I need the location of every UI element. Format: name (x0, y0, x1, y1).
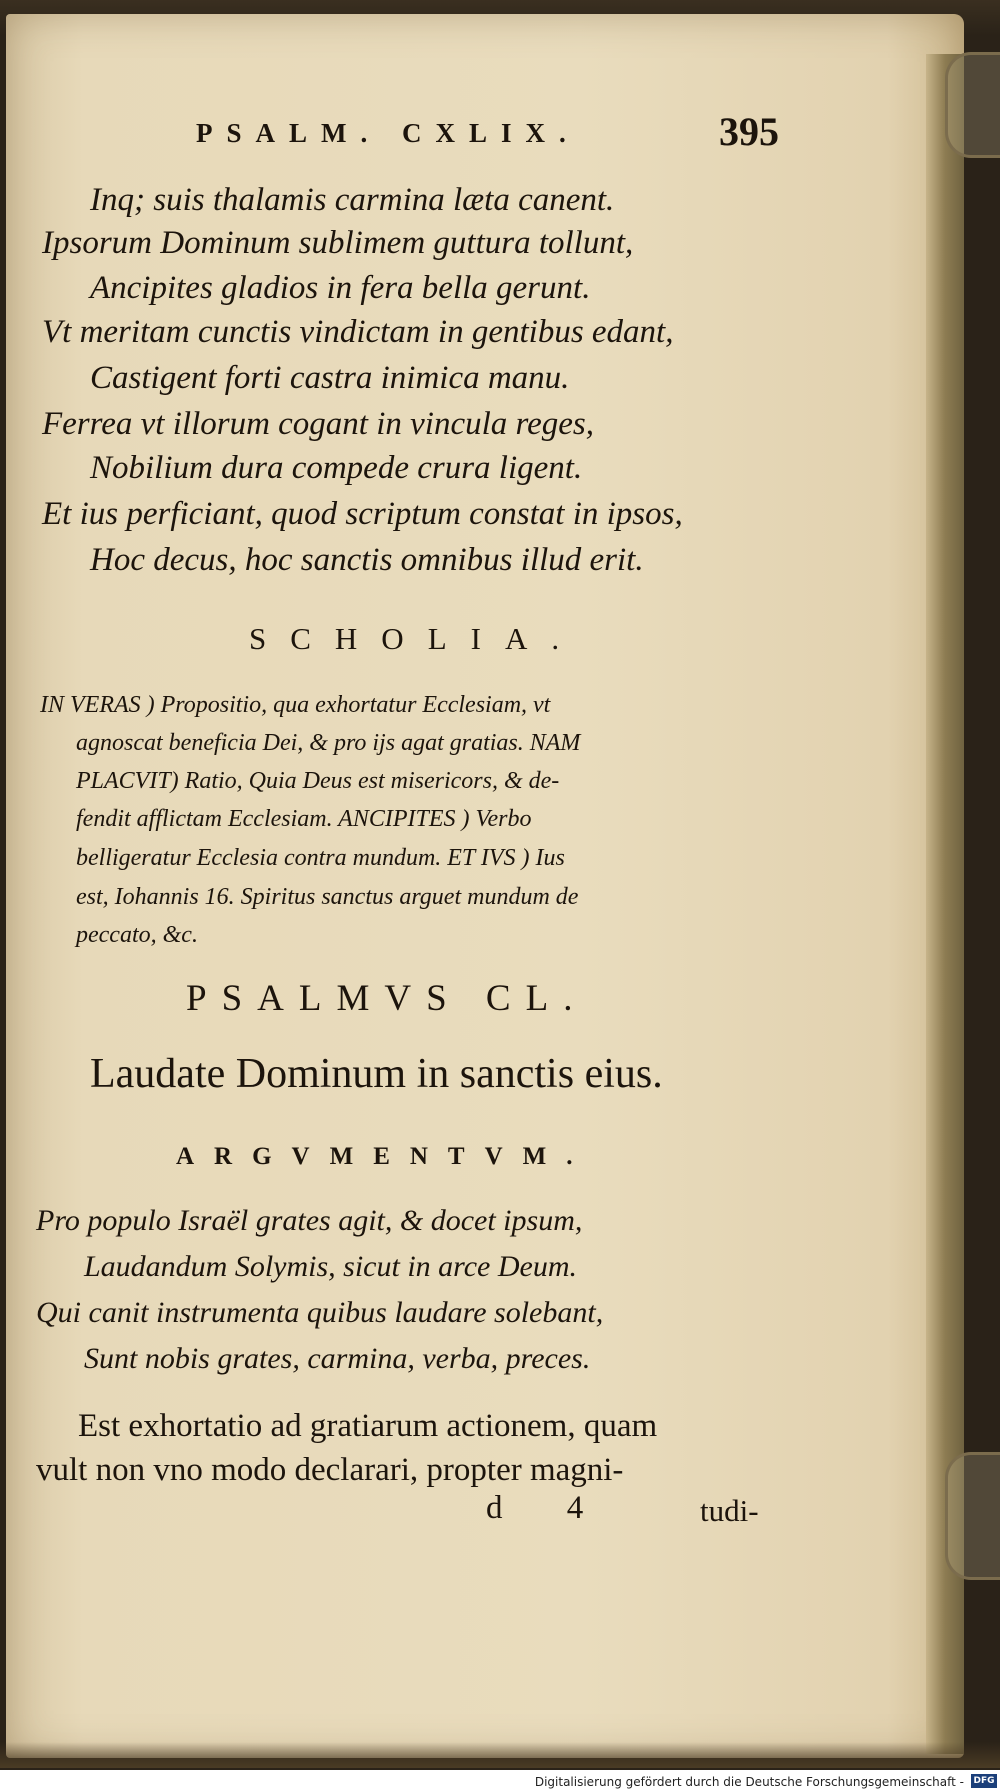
clasp-bottom-icon (945, 1452, 1000, 1580)
dfg-logo-icon: DFG (971, 1774, 997, 1788)
verse-line: Castigent forti castra inimica manu. (90, 360, 570, 396)
psalm-incipit: Laudate Dominum in sanctis eius. (90, 1051, 663, 1097)
verse-line: Hoc decus, hoc sanctis omnibus illud erit. (90, 542, 644, 578)
argument-line: Pro populo Israël grates agit, & docet ipsum, (36, 1204, 583, 1237)
catchword: tudi- (700, 1493, 759, 1528)
scholia-heading: SCHOLIA. (249, 621, 584, 656)
argument-line: Qui canit instrumenta quibus laudare solebant, (36, 1296, 604, 1329)
verse-line: Ferrea vt illorum cogant in vincula reges, (42, 406, 595, 442)
signature-mark: d 4 (486, 1490, 612, 1526)
scholia-line: est, Iohannis 16. Spiritus sanctus arguet mundum de (76, 884, 579, 910)
verse-line: Vt meritam cunctis vindictam in gentibus edant, (42, 314, 674, 350)
verse-line: Nobilium dura compede crura ligent. (90, 450, 583, 486)
scholia-line: peccato, &c. (76, 922, 198, 948)
verse-line: Ipsorum Dominum sublimem guttura tollunt, (42, 225, 634, 261)
scholia-line: belligeratur Ecclesia contra mundum. ET IVS ) Ius (76, 845, 565, 871)
page-number: 395 (719, 109, 779, 154)
psalm-title: PSALMVS CL. (186, 978, 588, 1019)
scholia-line: agnoscat beneficia Dei, & pro ijs agat gratias. NAM (76, 730, 581, 756)
argument-line: Sunt nobis grates, carmina, verba, preces. (84, 1342, 591, 1375)
clasp-top-icon (945, 52, 1000, 158)
prose-line: vult non vno modo declarari, propter magni- (36, 1452, 624, 1488)
argument-line: Laudandum Solymis, sicut in arce Deum. (84, 1250, 578, 1283)
digitization-credit: Digitalisierung gefördert durch die Deutsche Forschungsgemeinschaft - (534, 1775, 964, 1789)
running-head: PSALM. CXLIX. (196, 118, 580, 148)
prose-line: Est exhortatio ad gratiarum actionem, quam (78, 1408, 658, 1444)
verse-line: Inq; suis thalamis carmina læta canent. (90, 182, 615, 218)
scholia-line: IN VERAS ) Propositio, qua exhortatur Ecclesiam, vt (40, 692, 551, 718)
page-bottom-shadow (0, 1742, 1000, 1768)
scholia-line: PLACVIT) Ratio, Quia Deus est misericors, & de- (76, 768, 560, 794)
argument-heading: ARGVMENTVM. (176, 1143, 593, 1170)
verse-line: Et ius perficiant, quod scriptum constat in ipsos, (42, 496, 683, 532)
verse-line: Ancipites gladios in fera bella gerunt. (90, 270, 591, 306)
scholia-line: fendit afflictam Ecclesiam. ANCIPITES ) Verbo (76, 806, 532, 832)
